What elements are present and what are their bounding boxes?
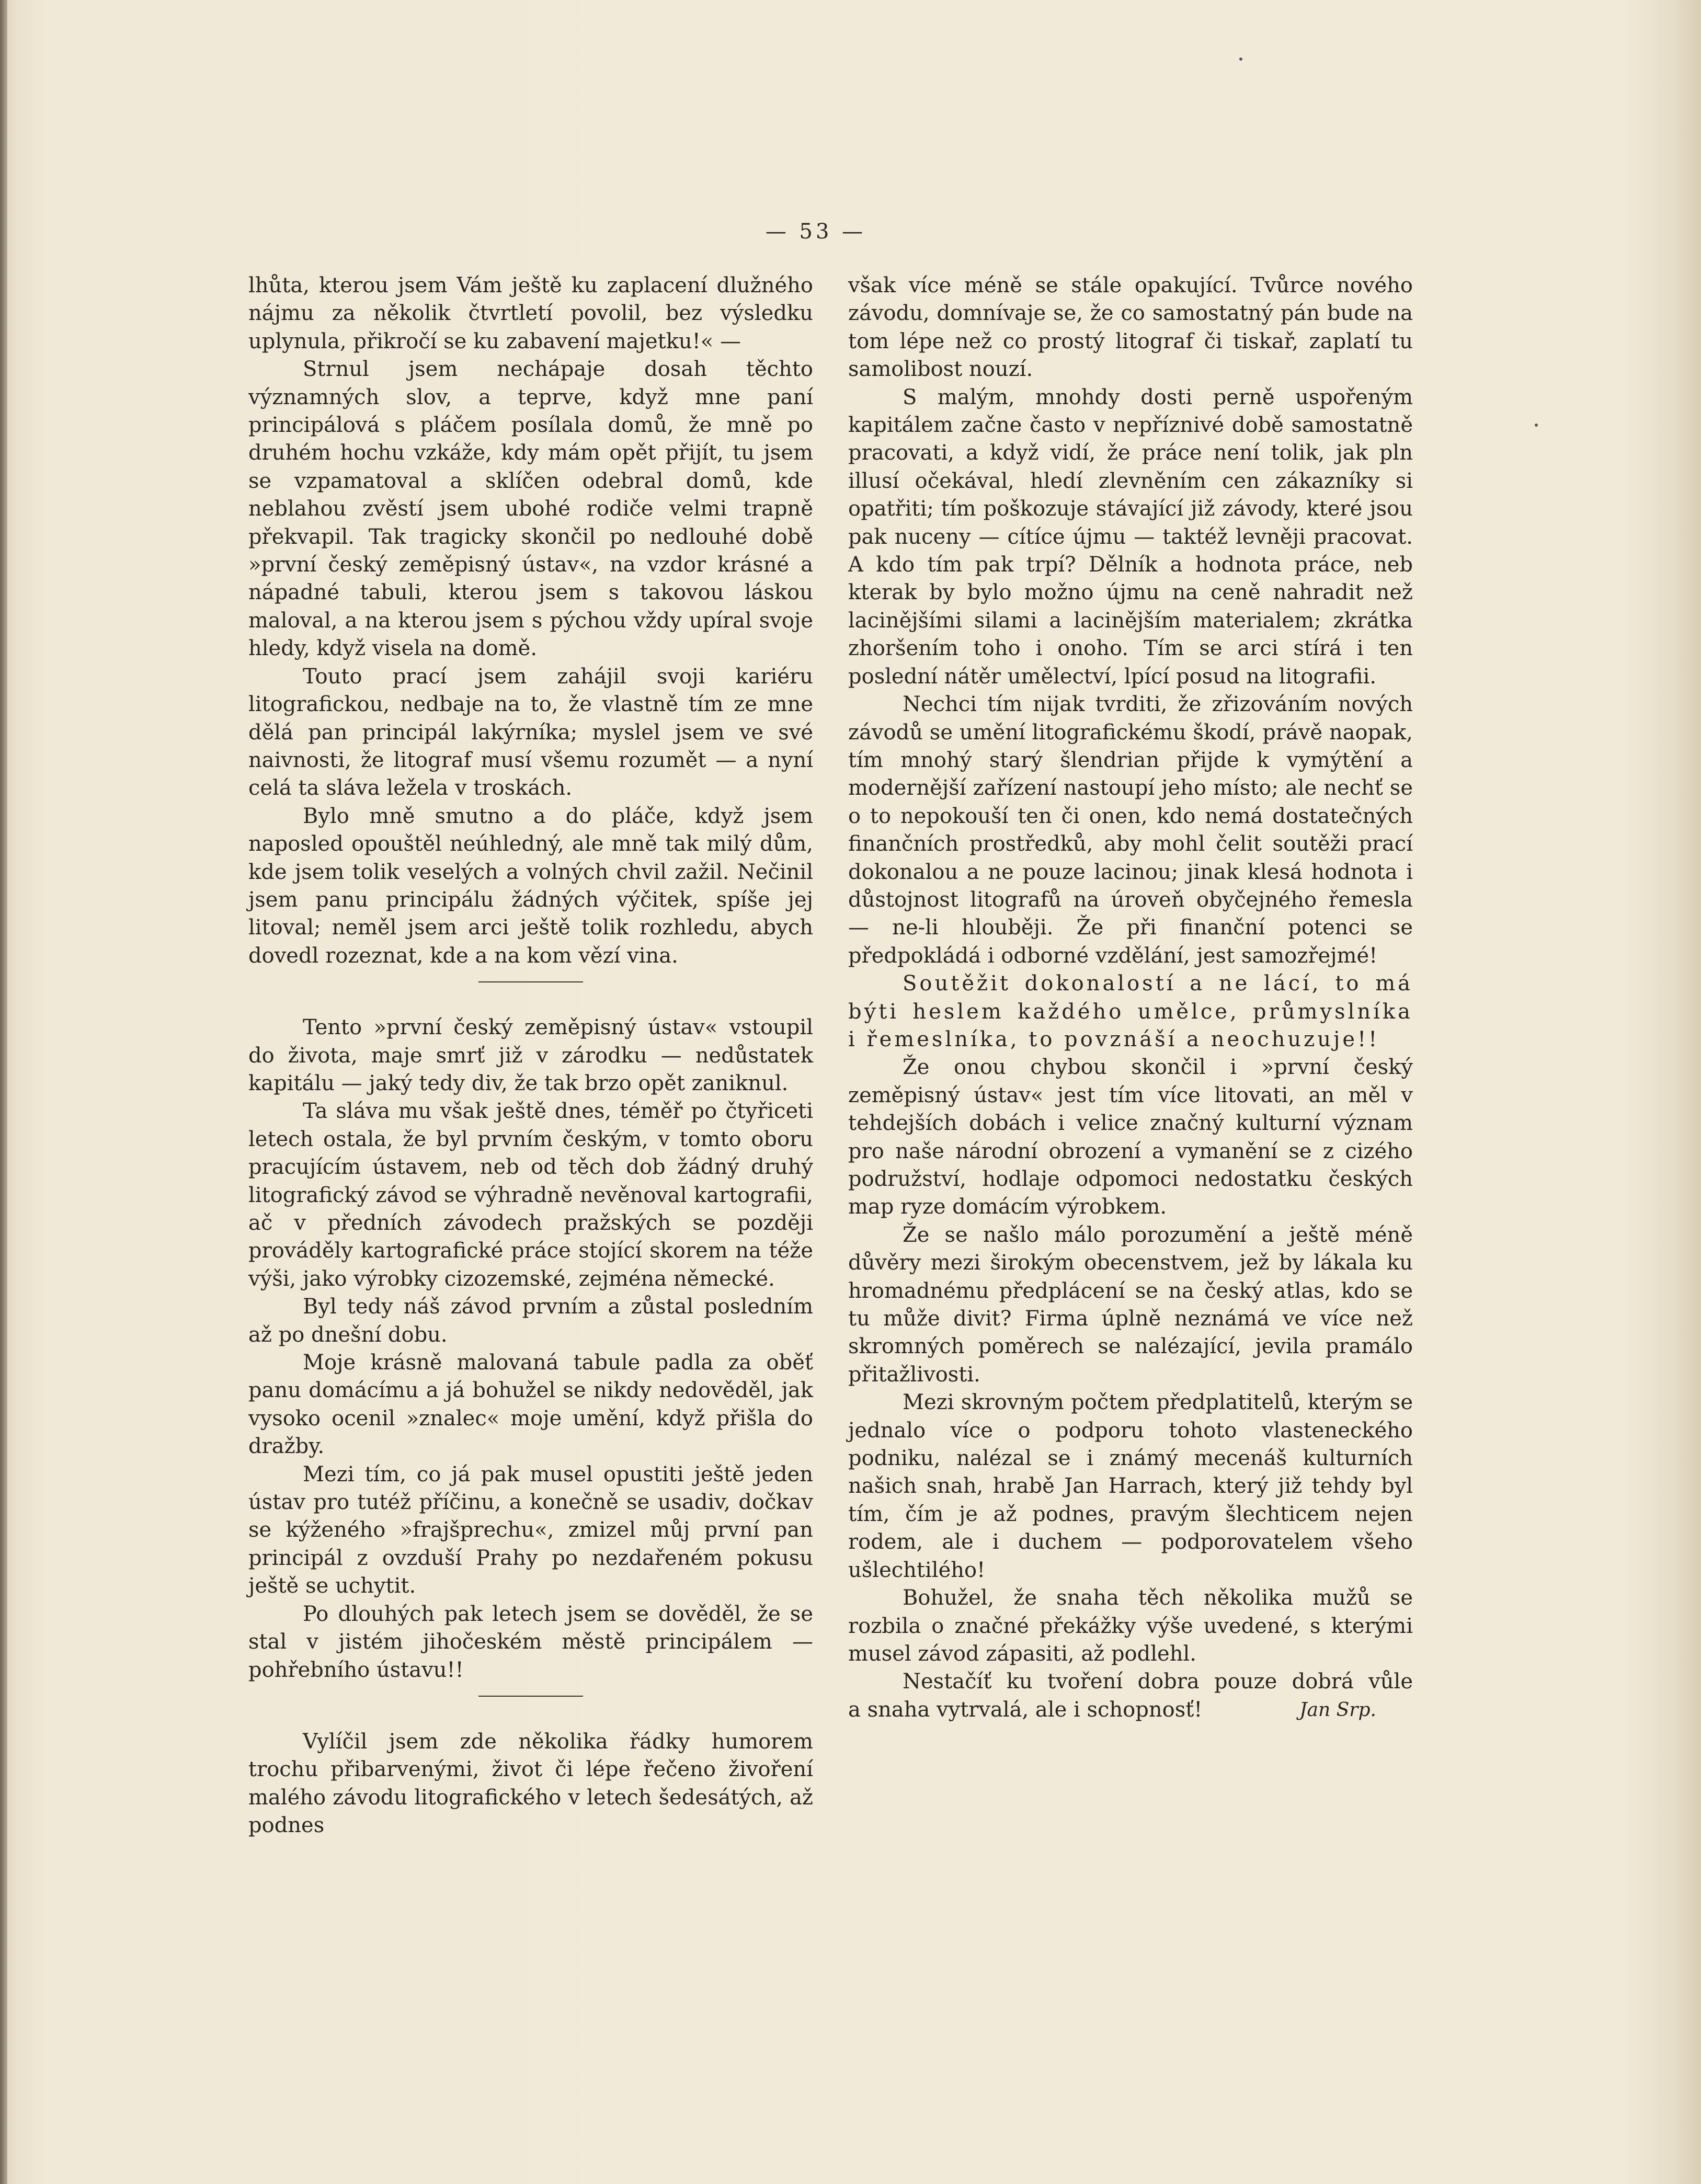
paper-speck [1535, 424, 1538, 427]
paragraph: však více méně se stále opakující. Tvůrce nového závodu, domnívaje se, že co samostatný pán bude na tom lépe než co prostý litograf či tiskař, zaplatí tu samolibost nouzí. [848, 273, 1413, 382]
left-column [248, 272, 813, 1840]
paragraph: Nechci tím nijak tvrditi, že zřizováním nových závodů se umění litografickému škodí, právě naopak, tím mnohý starý šlendrian přijde k vymýtění a modernější zařízení nastoupí jeho místo; ale nechť se o to nepokouší ten či onen, kdo nemá dostatečných finančních prostředků, aby mohl čelit soutěži prací dokonalou a ne pouze lacinou; jinak klesá hodnota i důstojnost litografů na úroveň obyčejného řemesla — ne-li hlouběji. Že při finanční potenci se předpokládá i odborné vzdělání, jest samozřejmé! [848, 692, 1413, 968]
paragraph: Vylíčil jsem zde několika řádky humorem trochu přibarvenými, život či lépe řečeno živoření malého závodu litografického v letech šedesátých, až podnes [248, 1729, 813, 1838]
motto-paragraph: Soutěžit dokonalostí a ne lácí, to má býti heslem každého umělce, průmyslníka i řemeslníka, to povznáší a neochuzuje!! [848, 971, 1413, 1051]
right-column [848, 272, 1413, 1724]
paragraph: Mezi tím, co já pak musel opustiti ještě jeden ústav pro tutéž příčinu, a konečně se usadiv, dočkav se kýženého »frajšprechu«, zmizel můj první pan principál z ovzduší Prahy po nezdařeném pokusu ještě se uchytit. [248, 1462, 813, 1598]
paper-speck [1239, 58, 1242, 61]
paragraph: Že onou chybou skončil i »první český zeměpisný ústav« jest tím více litovati, an měl v tehdejších dobách i velice značný kulturní význam pro naše národní obrození a vymanění se z cizého podružství, hodlaje odpomoci nedostatku českých map ryze domácím výrobkem. [848, 1055, 1413, 1219]
paragraph: Strnul jsem nechápaje dosah těchto významných slov, a teprve, když mne paní principálová s pláčem posílala domů, že mně po druhém hochu vzkáže, kdy mám opět přijít, tu jsem se vzpamatoval a sklíčen odebral domů, kde neblahou zvěstí jsem ubohé rodiče velmi trapně překvapil. Tak tragicky skončil po nedlouhé době »první český zeměpisný ústav«, na vzdor krásné a nápadné tabuli, kterou jsem s takovou láskou maloval, a na kterou jsem s pýchou vždy upíral svoje hledy, když visela na domě. [248, 357, 813, 661]
paragraph: Tento »první český zeměpisný ústav« vstoupil do života, maje smrť již v zárodku — nedůstatek kapitálu — jaký tedy div, že tak brzo opět zaniknul. [248, 1015, 813, 1095]
paragraph: Moje krásně malovaná tabule padla za oběť panu domácímu a já bohužel se nikdy nedověděl, jak vysoko ocenil »znalec« moje umění, když přišla do dražby. [248, 1351, 813, 1459]
paragraph: Bylo mně smutno a do pláče, když jsem naposled opouštěl neúhledný, ale mně tak milý dům, kde jsem tolik veselých a volných chvil zažil. Nečinil jsem panu principálu žádných výčitek, spíše jej litoval; neměl jsem arci ještě tolik rozhledu, abych dovedl rozeznat, kde a na kom vězí vina. [248, 804, 813, 968]
paragraph: lhůta, kterou jsem Vám ještě ku zaplacení dlužného nájmu za několik čtvrtletí povolil, bez výsledku uplynula, přikročí se ku zabavení majetku!« — [248, 273, 813, 353]
section-divider [478, 981, 583, 982]
author-signature: Jan Srp. [1299, 1699, 1376, 1721]
paragraph: Po dlouhých pak letech jsem se dověděl, že se stal v jistém jihočeském městě principálem — pohřebního ústavu!! [248, 1602, 813, 1682]
book-gutter [0, 0, 7, 2184]
paragraph: Ta sláva mu však ještě dnes, téměř po čtyřiceti letech ostala, že byl prvním českým, v tomto oboru pracujícím ústavem, neb od těch dob žádný druhý litografický závod se výhradně nevěnoval kartografii, ač v předních závodech pražských se později prováděly kartografické práce stojící skorem na téže výši, jako výrobky cizozemské, zejména německé. [248, 1099, 813, 1291]
paragraph: Byl tedy náš závod prvním a zůstal posledním až po dnešní dobu. [248, 1295, 813, 1347]
closing-line: Nestačíť ku tvoření dobra pouze dobrá vůle [903, 1670, 1413, 1694]
section-divider [478, 1696, 583, 1697]
closing-line: a snaha vytrvalá, ale i schopnosť! [848, 1697, 1203, 1722]
closing-row [848, 1696, 1413, 1724]
page-number: — 53 — [765, 220, 866, 244]
paragraph: S malým, mnohdy dosti perně uspořeným kapitálem začne často v nepříznivé době samostatně pracovati, a když vidí, že práce není tolik, jak pln illusí očekával, hledí zlevněním cen zákazníky si opatřiti; tím poškozuje stávající již závody, které jsou pak nuceny — cítíce újmu — taktéž levněji pracovat. A kdo tím pak trpí? Dělník a hodnota práce, neb kterak by bylo možno újmu na ceně nahradit než lacinějšími silami a lacinějším materialem; zkrátka zhoršením toho i onoho. Tím se arci stírá i ten poslední nátěr umělectví, lpící posud na litografii. [848, 385, 1413, 689]
paragraph: Že se našlo málo porozumění a ještě méně důvěry mezi širokým obecenstvem, jež by lákala ku hromadnému předplácení se na český atlas, kdo se tu může divit? Firma úplně neznámá ve více než skromných poměrech se nalézající, jevila pramálo přitažlivosti. [848, 1222, 1413, 1387]
paragraph: Touto prací jsem zahájil svoji kariéru litografickou, nedbaje na to, že vlastně tím ze mne dělá pan principál lakýrníka; myslel jsem ve své naivnosti, že litograf musí všemu rozumět — a nyní celá ta sláva ležela v troskách. [248, 664, 813, 801]
paragraph: Mezi skrovným počtem předplatitelů, kterým se jednalo více o podporu tohoto vlasteneckého podniku, nalézal se i známý mecenáš kulturních našich snah, hrabě Jan Harrach, který již tehdy byl tím, čím je až podnes, pravým šlechticem nejen rodem, ale i duchem — podporovatelem všeho ušlechtilého! [848, 1390, 1413, 1582]
paragraph: Bohužel, že snaha těch několika mužů se rozbila o značné překážky výše uvedené, s kterými musel závod zápasiti, až podlehl. [848, 1586, 1413, 1666]
